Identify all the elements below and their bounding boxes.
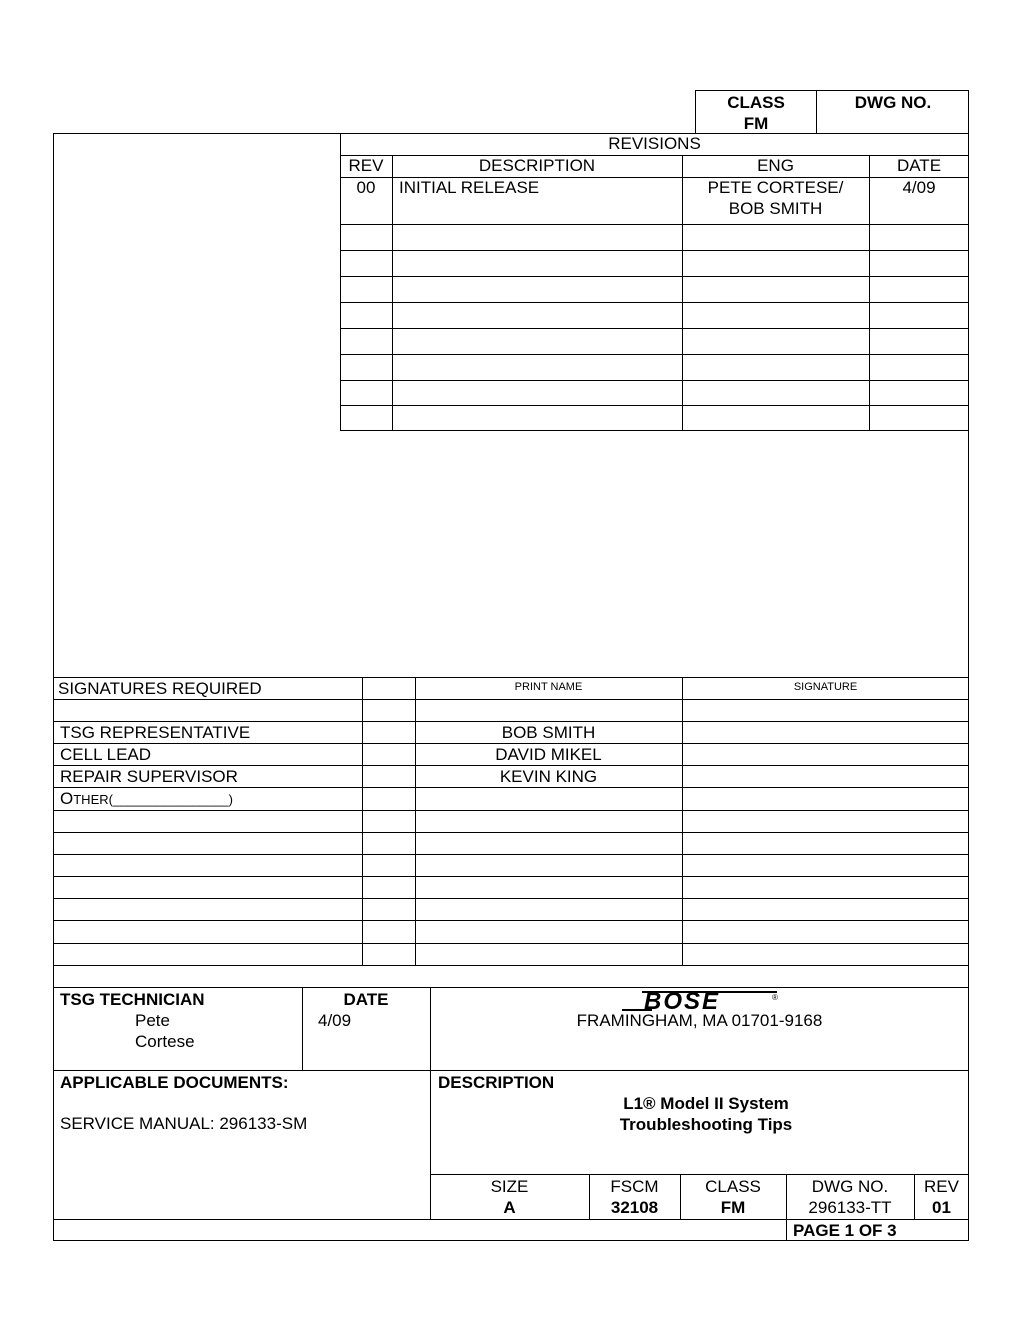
table-row bbox=[340, 302, 969, 303]
date-label: DATE bbox=[343, 990, 389, 1009]
fscm-value: 32108 bbox=[610, 1198, 659, 1217]
table-row bbox=[340, 405, 969, 406]
address: FRAMINGHAM, MA 01701-9168 bbox=[576, 1011, 823, 1030]
divider bbox=[392, 155, 393, 431]
divider bbox=[430, 1174, 969, 1175]
name-tsg-representative: BOB SMITH bbox=[501, 723, 596, 742]
size-value: A bbox=[503, 1198, 516, 1217]
table-row bbox=[340, 354, 969, 355]
divider bbox=[53, 1070, 969, 1071]
page-number: PAGE 1 OF 3 bbox=[793, 1221, 897, 1240]
table-row bbox=[53, 810, 969, 811]
footer-dwg-value: 296133-TT bbox=[808, 1198, 892, 1217]
size-label: SIZE bbox=[490, 1177, 529, 1196]
divider bbox=[53, 699, 969, 700]
col-description-header: DESCRIPTION bbox=[478, 156, 596, 175]
divider bbox=[53, 987, 969, 988]
other-prefix: O bbox=[60, 789, 74, 808]
date-value: 4/09 bbox=[318, 1011, 352, 1030]
col-eng-header: ENG bbox=[757, 156, 794, 175]
role-repair-supervisor: REPAIR SUPERVISOR bbox=[60, 767, 238, 786]
table-row bbox=[53, 943, 969, 944]
footer-rev-value: 01 bbox=[932, 1198, 951, 1217]
fscm-label: FSCM bbox=[610, 1177, 659, 1196]
col-rev-header: REV bbox=[348, 156, 384, 175]
bose-logo-graphic bbox=[622, 990, 782, 1012]
other-rest: THER(________________) bbox=[73, 792, 233, 807]
col-date-header: DATE bbox=[896, 156, 942, 175]
bose-logo bbox=[622, 990, 782, 1012]
signatures-title: SIGNATURES REQUIRED bbox=[58, 679, 262, 698]
class-value: FM bbox=[743, 114, 769, 133]
table-row bbox=[53, 920, 969, 921]
revisions-title: REVISIONS bbox=[608, 134, 701, 153]
technician-first-name: Pete bbox=[135, 1011, 170, 1030]
description-line1: L1® Model II System bbox=[623, 1094, 789, 1113]
table-row bbox=[53, 876, 969, 877]
service-manual: SERVICE MANUAL: 296133-SM bbox=[60, 1114, 308, 1133]
footer-class-value: FM bbox=[720, 1198, 746, 1217]
footer-dwg-label: DWG NO. bbox=[811, 1177, 889, 1196]
table-row bbox=[340, 224, 969, 225]
footer-rev-label: REV bbox=[924, 1177, 959, 1196]
revision-rev: 00 bbox=[356, 178, 376, 197]
revision-date: 4/09 bbox=[902, 178, 936, 197]
role-tsg-representative: TSG REPRESENTATIVE bbox=[60, 723, 251, 742]
name-repair-supervisor: KEVIN KING bbox=[499, 767, 598, 786]
table-row bbox=[53, 854, 969, 855]
technician-last-name: Cortese bbox=[135, 1032, 195, 1051]
table-row bbox=[340, 430, 969, 431]
print-name-header: PRINT NAME bbox=[514, 681, 583, 693]
registered-mark: ® bbox=[772, 993, 778, 1002]
signature-header: SIGNATURE bbox=[793, 681, 858, 693]
table-row bbox=[340, 250, 969, 251]
table-row bbox=[53, 898, 969, 899]
description-line2: Troubleshooting Tips bbox=[619, 1115, 793, 1134]
description-label: DESCRIPTION bbox=[438, 1073, 555, 1092]
revision-eng-line1: PETE CORTESE/ bbox=[707, 178, 844, 197]
role-other bbox=[60, 788, 233, 810]
bose-logo-text: BOSE bbox=[644, 990, 721, 1012]
revision-description: INITIAL RELEASE bbox=[399, 178, 540, 197]
revision-eng-line2: BOB SMITH bbox=[728, 199, 823, 218]
technician-label: TSG TECHNICIAN bbox=[60, 990, 205, 1009]
footer-class-label: CLASS bbox=[705, 1177, 761, 1196]
class-label: CLASS bbox=[727, 93, 785, 112]
applicable-documents-label: APPLICABLE DOCUMENTS: bbox=[60, 1073, 289, 1092]
role-cell-lead: CELL LEAD bbox=[60, 745, 152, 764]
table-row bbox=[53, 832, 969, 833]
table-row bbox=[340, 328, 969, 329]
dwg-label: DWG NO. bbox=[854, 93, 932, 112]
table-row bbox=[340, 276, 969, 277]
table-row bbox=[340, 380, 969, 381]
name-cell-lead: DAVID MIKEL bbox=[495, 745, 602, 764]
